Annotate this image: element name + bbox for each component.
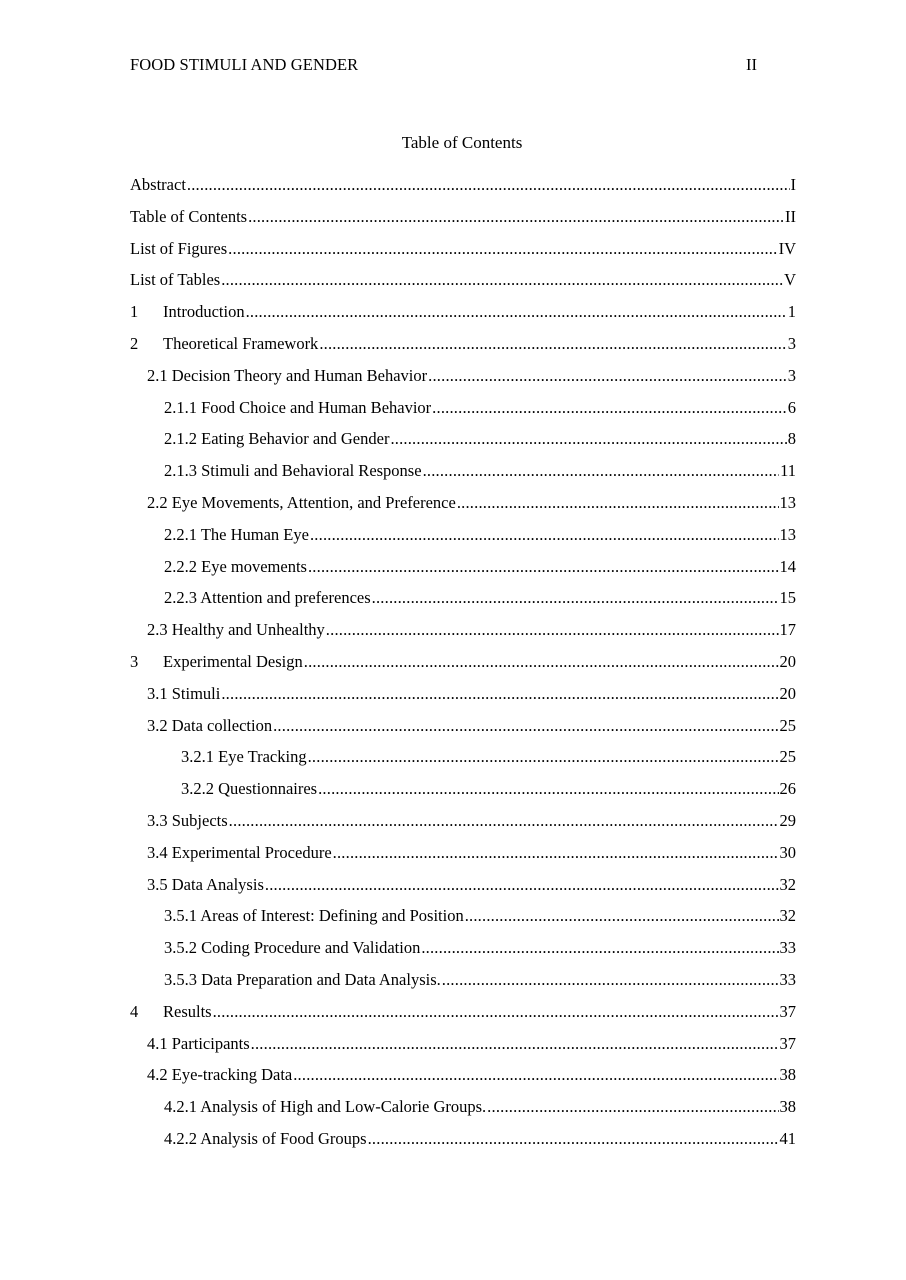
toc-entry-number: 1 <box>130 302 139 322</box>
toc-entry[interactable] <box>130 1064 796 1096</box>
dot-leader <box>368 1128 779 1150</box>
dot-leader <box>457 492 779 514</box>
toc-entry-label: List of Figures <box>130 238 228 258</box>
dot-leader <box>390 428 786 450</box>
toc-entry[interactable] <box>130 174 796 206</box>
toc-entry-label: Abstract <box>130 175 186 194</box>
dot-leader <box>487 1096 778 1118</box>
toc-entry-label: 4.2.2 Analysis of Food Groups <box>164 1128 367 1148</box>
toc-entry-page: 1 <box>787 302 796 322</box>
dot-leader <box>326 619 779 641</box>
toc-entry[interactable] <box>130 810 796 842</box>
dot-leader <box>442 969 779 991</box>
toc-entry[interactable] <box>130 269 796 301</box>
toc-entry[interactable] <box>130 238 796 270</box>
toc-entry-page: 6 <box>787 397 796 417</box>
toc-entry-label: 4.2.1 Analysis of High and Low-Calorie Groups. <box>164 1097 487 1117</box>
toc-entry-number: 4 <box>130 1001 139 1021</box>
toc-entry-page: 26 <box>779 779 796 799</box>
toc-entry[interactable] <box>130 1096 796 1128</box>
toc-entry-label: 3.5.3 Data Preparation and Data Analysis. <box>164 969 441 989</box>
toc-entry[interactable] <box>130 969 796 1001</box>
toc-entry-page: 38 <box>779 1097 796 1117</box>
toc-entry[interactable] <box>130 524 796 556</box>
toc-entry-page: 29 <box>779 810 796 830</box>
dot-leader <box>333 842 779 864</box>
toc-entry-label: 3.2.1 Eye Tracking <box>181 747 307 767</box>
toc-entry[interactable] <box>130 715 796 747</box>
toc-entry-page: 32 <box>779 874 796 894</box>
toc-entry[interactable] <box>130 746 796 778</box>
toc-entry-label: 2.3 Healthy and Unhealthy <box>147 620 325 640</box>
toc-entry-label: 4.2 Eye-tracking Data <box>147 1065 293 1085</box>
toc-entry[interactable] <box>130 683 796 715</box>
dot-leader <box>372 587 779 609</box>
toc-entry-label: 2.2.2 Eye movements <box>164 556 307 576</box>
toc-entry-page: 8 <box>787 429 796 449</box>
toc-entry-page: 11 <box>780 461 796 481</box>
toc-entry-label: 3.2.2 Questionnaires <box>181 779 318 799</box>
dot-leader <box>308 556 779 578</box>
toc-entry-page: I <box>790 175 796 194</box>
toc-entry-label: 2.2.1 The Human Eye <box>164 524 309 544</box>
toc-entry-page: 20 <box>779 651 796 671</box>
dot-leader <box>318 778 778 800</box>
toc-entry-label: 3.5.1 Areas of Interest: Defining and Position <box>164 906 464 926</box>
toc-entry-label: 2.1 Decision Theory and Human Behavior <box>147 365 428 385</box>
toc-entry-label: 3.5.2 Coding Procedure and Validation <box>164 938 421 958</box>
toc-entry-page: 41 <box>779 1128 796 1148</box>
toc-entry[interactable] <box>130 492 796 524</box>
dot-leader <box>221 683 778 705</box>
toc-entry-page: II <box>785 206 796 226</box>
toc-entry-label: Table of Contents <box>130 206 248 226</box>
running-title: FOOD STIMULI AND GENDER <box>130 55 359 74</box>
toc-entry-label: 3.2 Data collection <box>147 715 273 735</box>
toc-entry-label: 2.2 Eye Movements, Attention, and Preference <box>147 492 456 512</box>
dot-leader <box>319 333 786 355</box>
toc-entry[interactable] <box>130 206 796 238</box>
page-number: II <box>746 55 757 74</box>
toc-entry-page: 25 <box>779 715 796 735</box>
toc-entry-label: 2.1.3 Stimuli and Behavioral Response <box>164 461 422 481</box>
dot-leader <box>428 365 787 387</box>
toc-entry-label: Introduction <box>163 302 245 322</box>
dot-leader <box>465 905 779 927</box>
toc-entry[interactable] <box>130 619 796 651</box>
toc-entry-page: 3 <box>787 333 796 353</box>
toc-entry[interactable] <box>130 778 796 810</box>
toc-entry[interactable] <box>130 365 796 397</box>
toc-entry-page: 14 <box>779 556 796 576</box>
dot-leader <box>310 524 779 546</box>
dot-leader <box>423 460 780 482</box>
dot-leader <box>308 746 779 768</box>
toc-entry-page: 3 <box>787 365 796 385</box>
toc-entry[interactable] <box>130 1128 796 1160</box>
toc-entry[interactable] <box>130 301 796 333</box>
toc-entry[interactable] <box>130 428 796 460</box>
toc-entry[interactable] <box>130 1033 796 1065</box>
dot-leader <box>229 810 779 832</box>
toc-entry[interactable] <box>130 333 796 365</box>
toc-entry-label: Experimental Design <box>163 651 303 671</box>
toc-entry-label: 2.1.2 Eating Behavior and Gender <box>164 429 390 449</box>
toc-entry[interactable] <box>130 397 796 429</box>
dot-leader <box>228 238 777 260</box>
toc-entry-page: IV <box>778 238 796 258</box>
toc-entry-label: 3.1 Stimuli <box>147 683 221 703</box>
page-header <box>130 54 776 76</box>
table-of-contents <box>130 174 796 1160</box>
toc-entry[interactable] <box>130 842 796 874</box>
dot-leader <box>273 715 778 737</box>
dot-leader <box>213 1001 779 1023</box>
toc-entry[interactable] <box>130 1001 796 1033</box>
toc-entry-label: List of Tables <box>130 270 221 290</box>
toc-entry-label: Theoretical Framework <box>163 333 319 353</box>
toc-heading: Table of Contents <box>401 133 523 152</box>
dot-leader <box>251 1033 779 1055</box>
toc-entry-page: 25 <box>779 747 796 767</box>
dot-leader <box>246 301 787 323</box>
toc-entry[interactable] <box>130 905 796 937</box>
toc-entry-page: 17 <box>779 620 796 640</box>
toc-entry[interactable] <box>130 587 796 619</box>
toc-entry-page: 33 <box>779 938 796 958</box>
dot-leader <box>187 174 790 196</box>
toc-entry-page: V <box>784 270 796 290</box>
dot-leader <box>221 269 783 291</box>
toc-entry-number: 3 <box>130 651 139 671</box>
toc-entry-page: 20 <box>779 683 796 703</box>
toc-entry-page: 30 <box>779 842 796 862</box>
toc-entry[interactable] <box>130 937 796 969</box>
dot-leader <box>265 874 779 896</box>
toc-entry-page: 32 <box>779 906 796 926</box>
toc-entry-label: 4.1 Participants <box>147 1033 250 1053</box>
toc-entry-label: 3.4 Experimental Procedure <box>147 842 332 862</box>
toc-entry-page: 38 <box>779 1065 796 1085</box>
toc-entry-label: Results <box>163 1001 212 1021</box>
toc-entry-label: 2.1.1 Food Choice and Human Behavior <box>164 397 432 417</box>
dot-leader <box>432 397 787 419</box>
dot-leader <box>304 651 779 673</box>
toc-entry[interactable] <box>130 556 796 588</box>
toc-entry[interactable] <box>130 874 796 906</box>
toc-entry-page: 13 <box>779 492 796 512</box>
toc-entry-number: 2 <box>130 333 139 353</box>
toc-entry[interactable] <box>130 651 796 683</box>
toc-entry-label: 3.3 Subjects <box>147 810 228 830</box>
toc-entry-page: 37 <box>779 1033 796 1053</box>
toc-entry-page: 37 <box>779 1001 796 1021</box>
dot-leader <box>421 937 778 959</box>
toc-entry-label: 2.2.3 Attention and preferences <box>164 588 371 608</box>
toc-entry-page: 13 <box>779 524 796 544</box>
toc-entry[interactable] <box>130 460 796 492</box>
dot-leader <box>248 206 784 228</box>
dot-leader <box>293 1064 778 1086</box>
toc-entry-page: 15 <box>779 588 796 608</box>
toc-entry-page: 33 <box>779 969 796 989</box>
toc-entry-label: 3.5 Data Analysis <box>147 874 264 894</box>
